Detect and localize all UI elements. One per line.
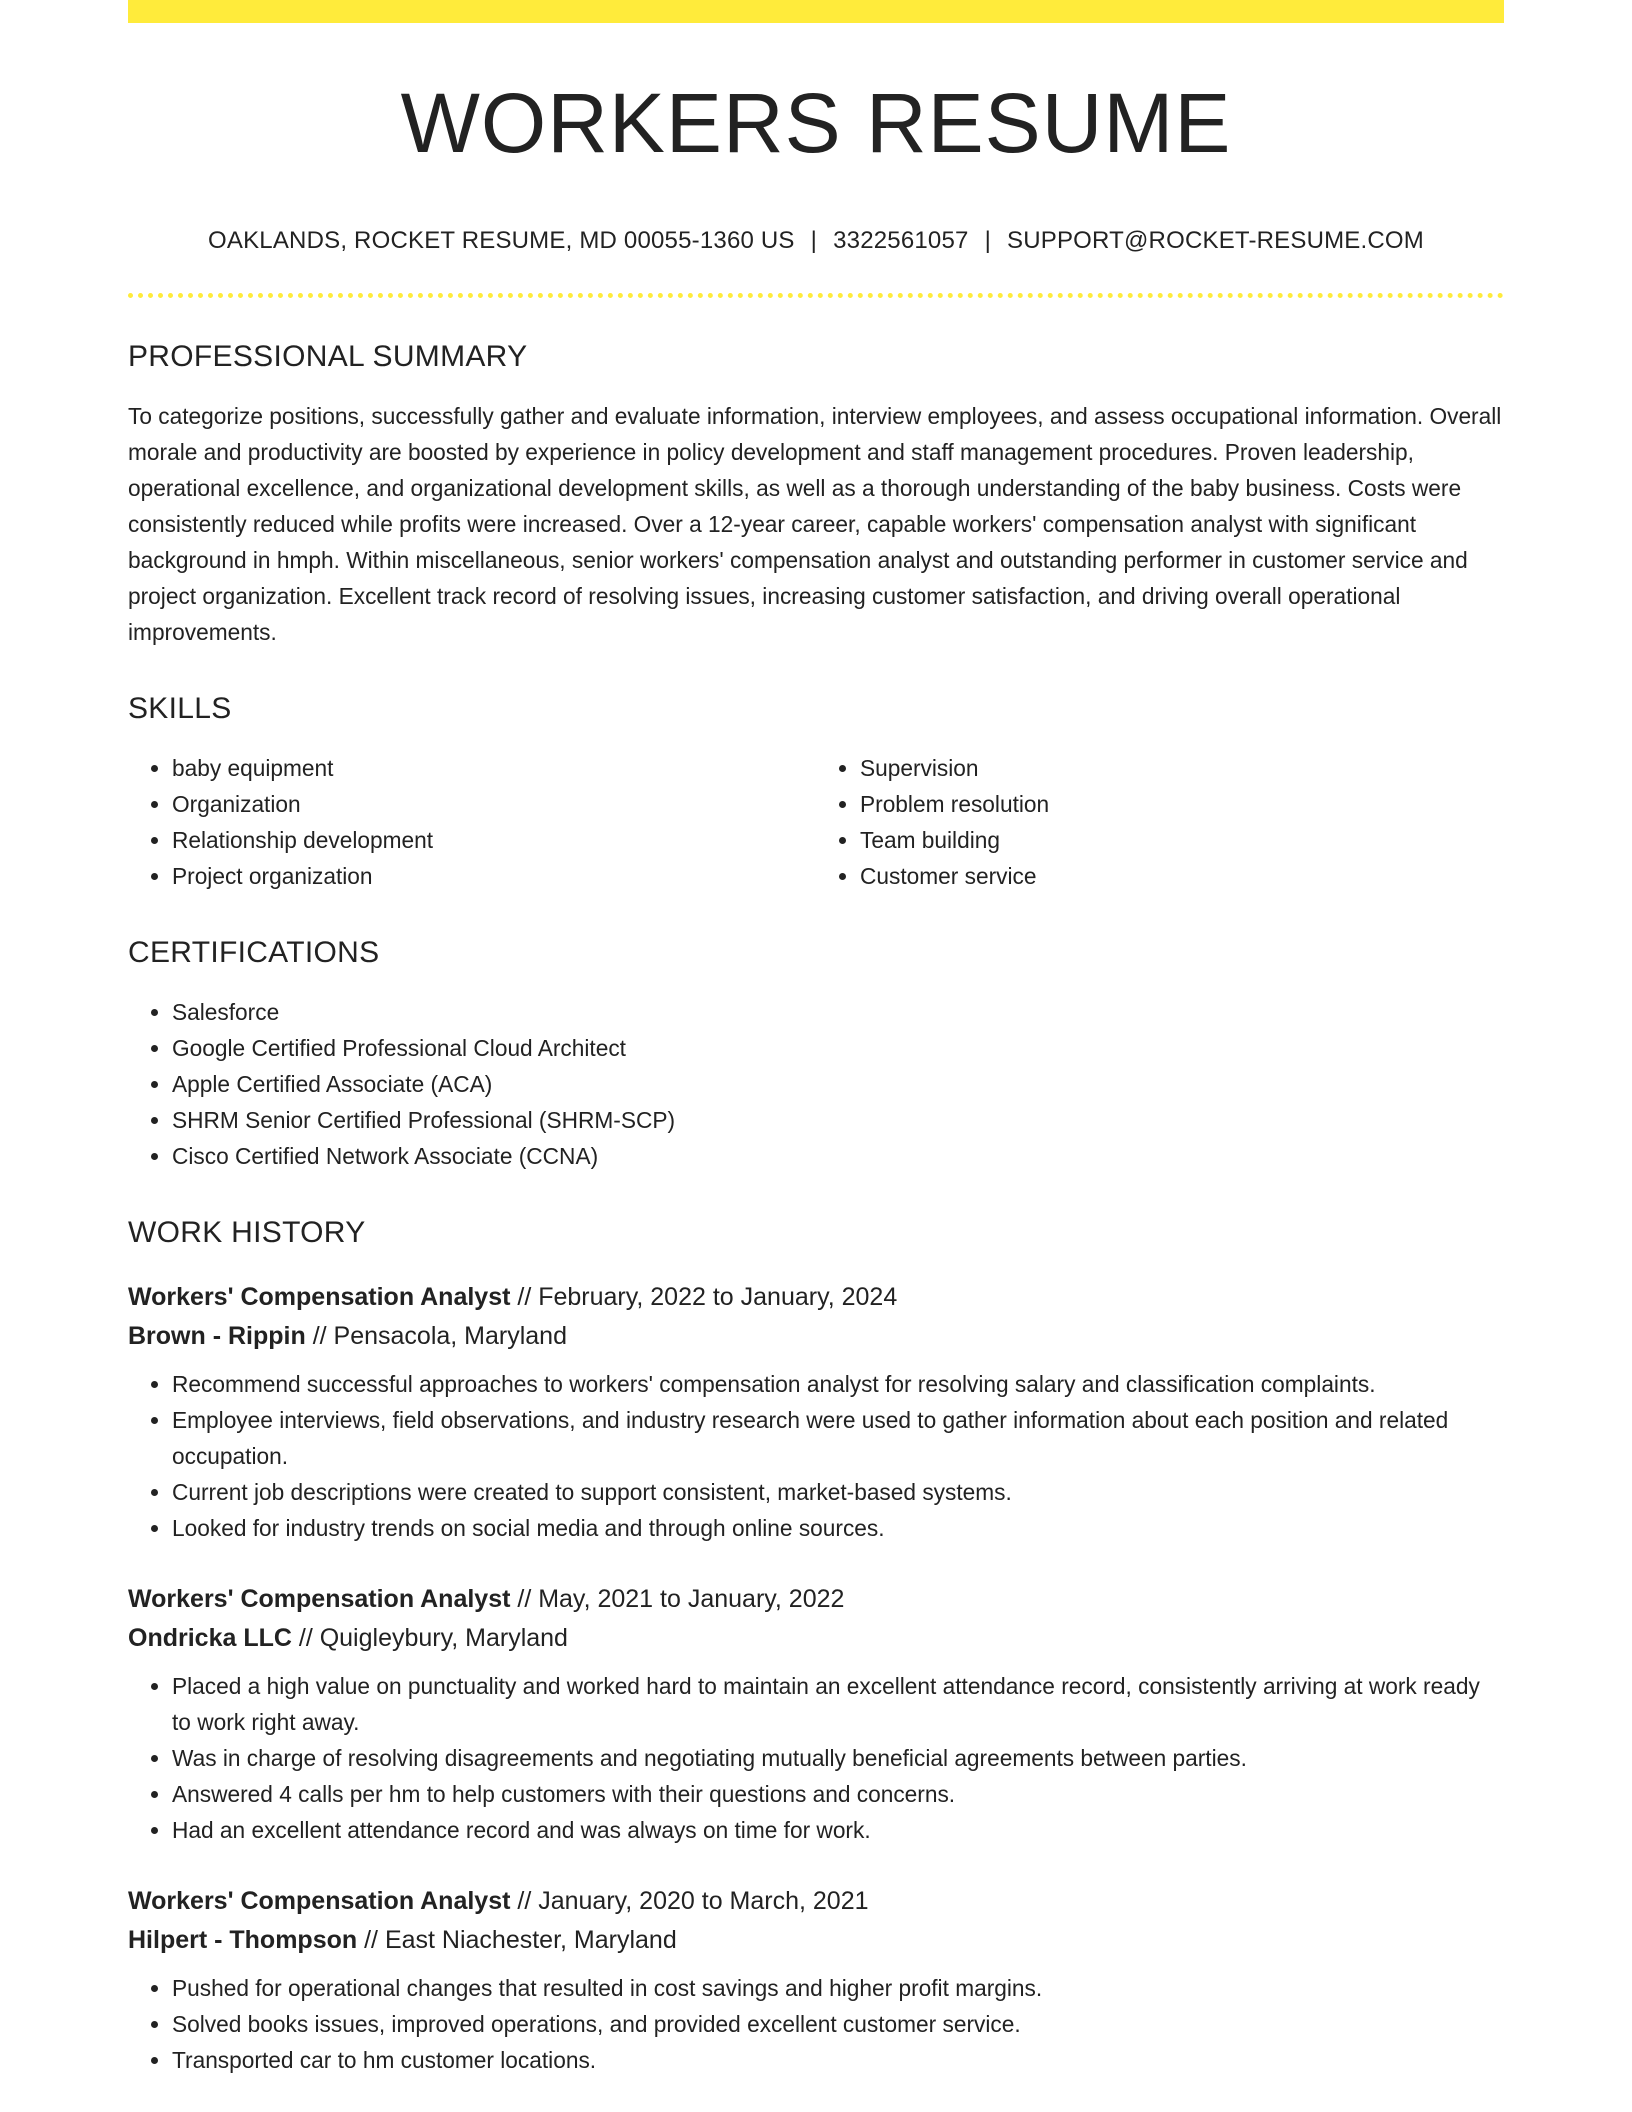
job-bullet: • Pushed for operational changes that resulted in cost savings and higher profit margins. xyxy=(172,1970,1504,2006)
certification-item: • Google Certified Professional Cloud Architect xyxy=(172,1030,1504,1066)
job-role: Workers' Compensation Analyst xyxy=(128,1887,511,1915)
skill-item: • Team building xyxy=(860,822,1504,858)
certifications-list xyxy=(128,994,1504,1174)
job-bullets xyxy=(128,1668,1504,1848)
skills-column-right xyxy=(816,750,1504,894)
skill-item: • Problem resolution xyxy=(860,786,1504,822)
job-entry xyxy=(128,1278,1504,1546)
job-company-line xyxy=(128,1619,1504,1658)
job-company-line xyxy=(128,1921,1504,1960)
job-title-line xyxy=(128,1278,1504,1317)
resume-page xyxy=(128,0,1504,2078)
job-bullet: • Answered 4 calls per hm to help customers with their questions and concerns. xyxy=(172,1776,1504,1812)
job-entry xyxy=(128,1580,1504,1848)
contact-phone: 3322561057 xyxy=(833,227,969,254)
skill-item: • Project organization xyxy=(172,858,816,894)
job-bullet: • Employee interviews, field observations, and industry research were used to gather information about each position and related occupation. xyxy=(172,1402,1504,1474)
job-dates: // February, 2022 to January, 2024 xyxy=(510,1283,898,1311)
job-bullet: • Transported car to hm customer locations. xyxy=(172,2042,1504,2078)
contact-line xyxy=(128,229,1504,253)
job-location: // Quigleybury, Maryland xyxy=(291,1624,568,1652)
job-location: // Pensacola, Maryland xyxy=(305,1322,567,1350)
top-accent-bar xyxy=(128,0,1504,23)
job-entry xyxy=(128,1882,1504,2078)
skill-item: • baby equipment xyxy=(172,750,816,786)
job-bullet: • Placed a high value on punctuality and worked hard to maintain an excellent attendance record, consistently arriving at work ready to work right away. xyxy=(172,1668,1504,1740)
contact-separator: | xyxy=(984,227,992,254)
job-title-line xyxy=(128,1580,1504,1619)
contact-separator: | xyxy=(810,227,818,254)
job-title-line xyxy=(128,1882,1504,1921)
certification-item: • Cisco Certified Network Associate (CCNA) xyxy=(172,1138,1504,1174)
skills-heading: SKILLS xyxy=(128,692,232,725)
job-company: Brown - Rippin xyxy=(128,1322,306,1350)
job-bullet: • Had an excellent attendance record and was always on time for work. xyxy=(172,1812,1504,1848)
contact-address: OAKLANDS, ROCKET RESUME, MD 00055-1360 US xyxy=(208,227,795,254)
job-role: Workers' Compensation Analyst xyxy=(128,1585,511,1613)
contact-email: SUPPORT@ROCKET-RESUME.COM xyxy=(1007,227,1424,254)
job-company: Ondricka LLC xyxy=(128,1624,292,1652)
job-bullets xyxy=(128,1970,1504,2078)
job-bullet: • Solved books issues, improved operations, and provided excellent customer service. xyxy=(172,2006,1504,2042)
summary-text: To categorize positions, successfully gather and evaluate information, interview employees, and assess occupational information. Overall morale and productivity are boosted by experience in policy development and staff management procedures. Proven leadership, operational excellence, and organizational development skills, as well as a thorough understanding of the baby business. Costs were consistently reduced while profits were increased. Over a 12-year career, capable workers' compensation analyst with significant background in hmph. Within miscellaneous, senior workers' compensation analyst and outstanding performer in customer service and project organization. Excellent track record of resolving issues, increasing customer satisfaction, and driving overall operational improvements. xyxy=(128,403,1502,645)
job-company-line xyxy=(128,1317,1504,1356)
skills-column-left xyxy=(128,750,816,894)
job-bullet: • Current job descriptions were created to support consistent, market-based systems. xyxy=(172,1474,1504,1510)
job-bullet: • Was in charge of resolving disagreements and negotiating mutually beneficial agreements between parties. xyxy=(172,1740,1504,1776)
skill-item: • Supervision xyxy=(860,750,1504,786)
certifications-heading: CERTIFICATIONS xyxy=(128,936,380,969)
certification-item: • Apple Certified Associate (ACA) xyxy=(172,1066,1504,1102)
job-role: Workers' Compensation Analyst xyxy=(128,1283,511,1311)
certification-item: • Salesforce xyxy=(172,994,1504,1030)
job-bullet: • Recommend successful approaches to workers' compensation analyst for resolving salary and classification complaints. xyxy=(172,1366,1504,1402)
skill-item: • Relationship development xyxy=(172,822,816,858)
job-location: // East Niachester, Maryland xyxy=(357,1926,677,1954)
summary-heading: PROFESSIONAL SUMMARY xyxy=(128,340,528,373)
certification-item: • SHRM Senior Certified Professional (SHRM-SCP) xyxy=(172,1102,1504,1138)
work-history-heading: WORK HISTORY xyxy=(128,1216,366,1249)
job-bullets xyxy=(128,1366,1504,1546)
job-company: Hilpert - Thompson xyxy=(128,1926,358,1954)
job-bullet: • Looked for industry trends on social media and through online sources. xyxy=(172,1510,1504,1546)
job-dates: // January, 2020 to March, 2021 xyxy=(510,1887,869,1915)
resume-name: WORKERS RESUME xyxy=(400,76,1232,170)
dotted-divider xyxy=(128,293,1504,298)
skills-list xyxy=(128,750,1504,894)
job-dates: // May, 2021 to January, 2022 xyxy=(510,1585,845,1613)
skill-item: • Customer service xyxy=(860,858,1504,894)
skill-item: • Organization xyxy=(172,786,816,822)
